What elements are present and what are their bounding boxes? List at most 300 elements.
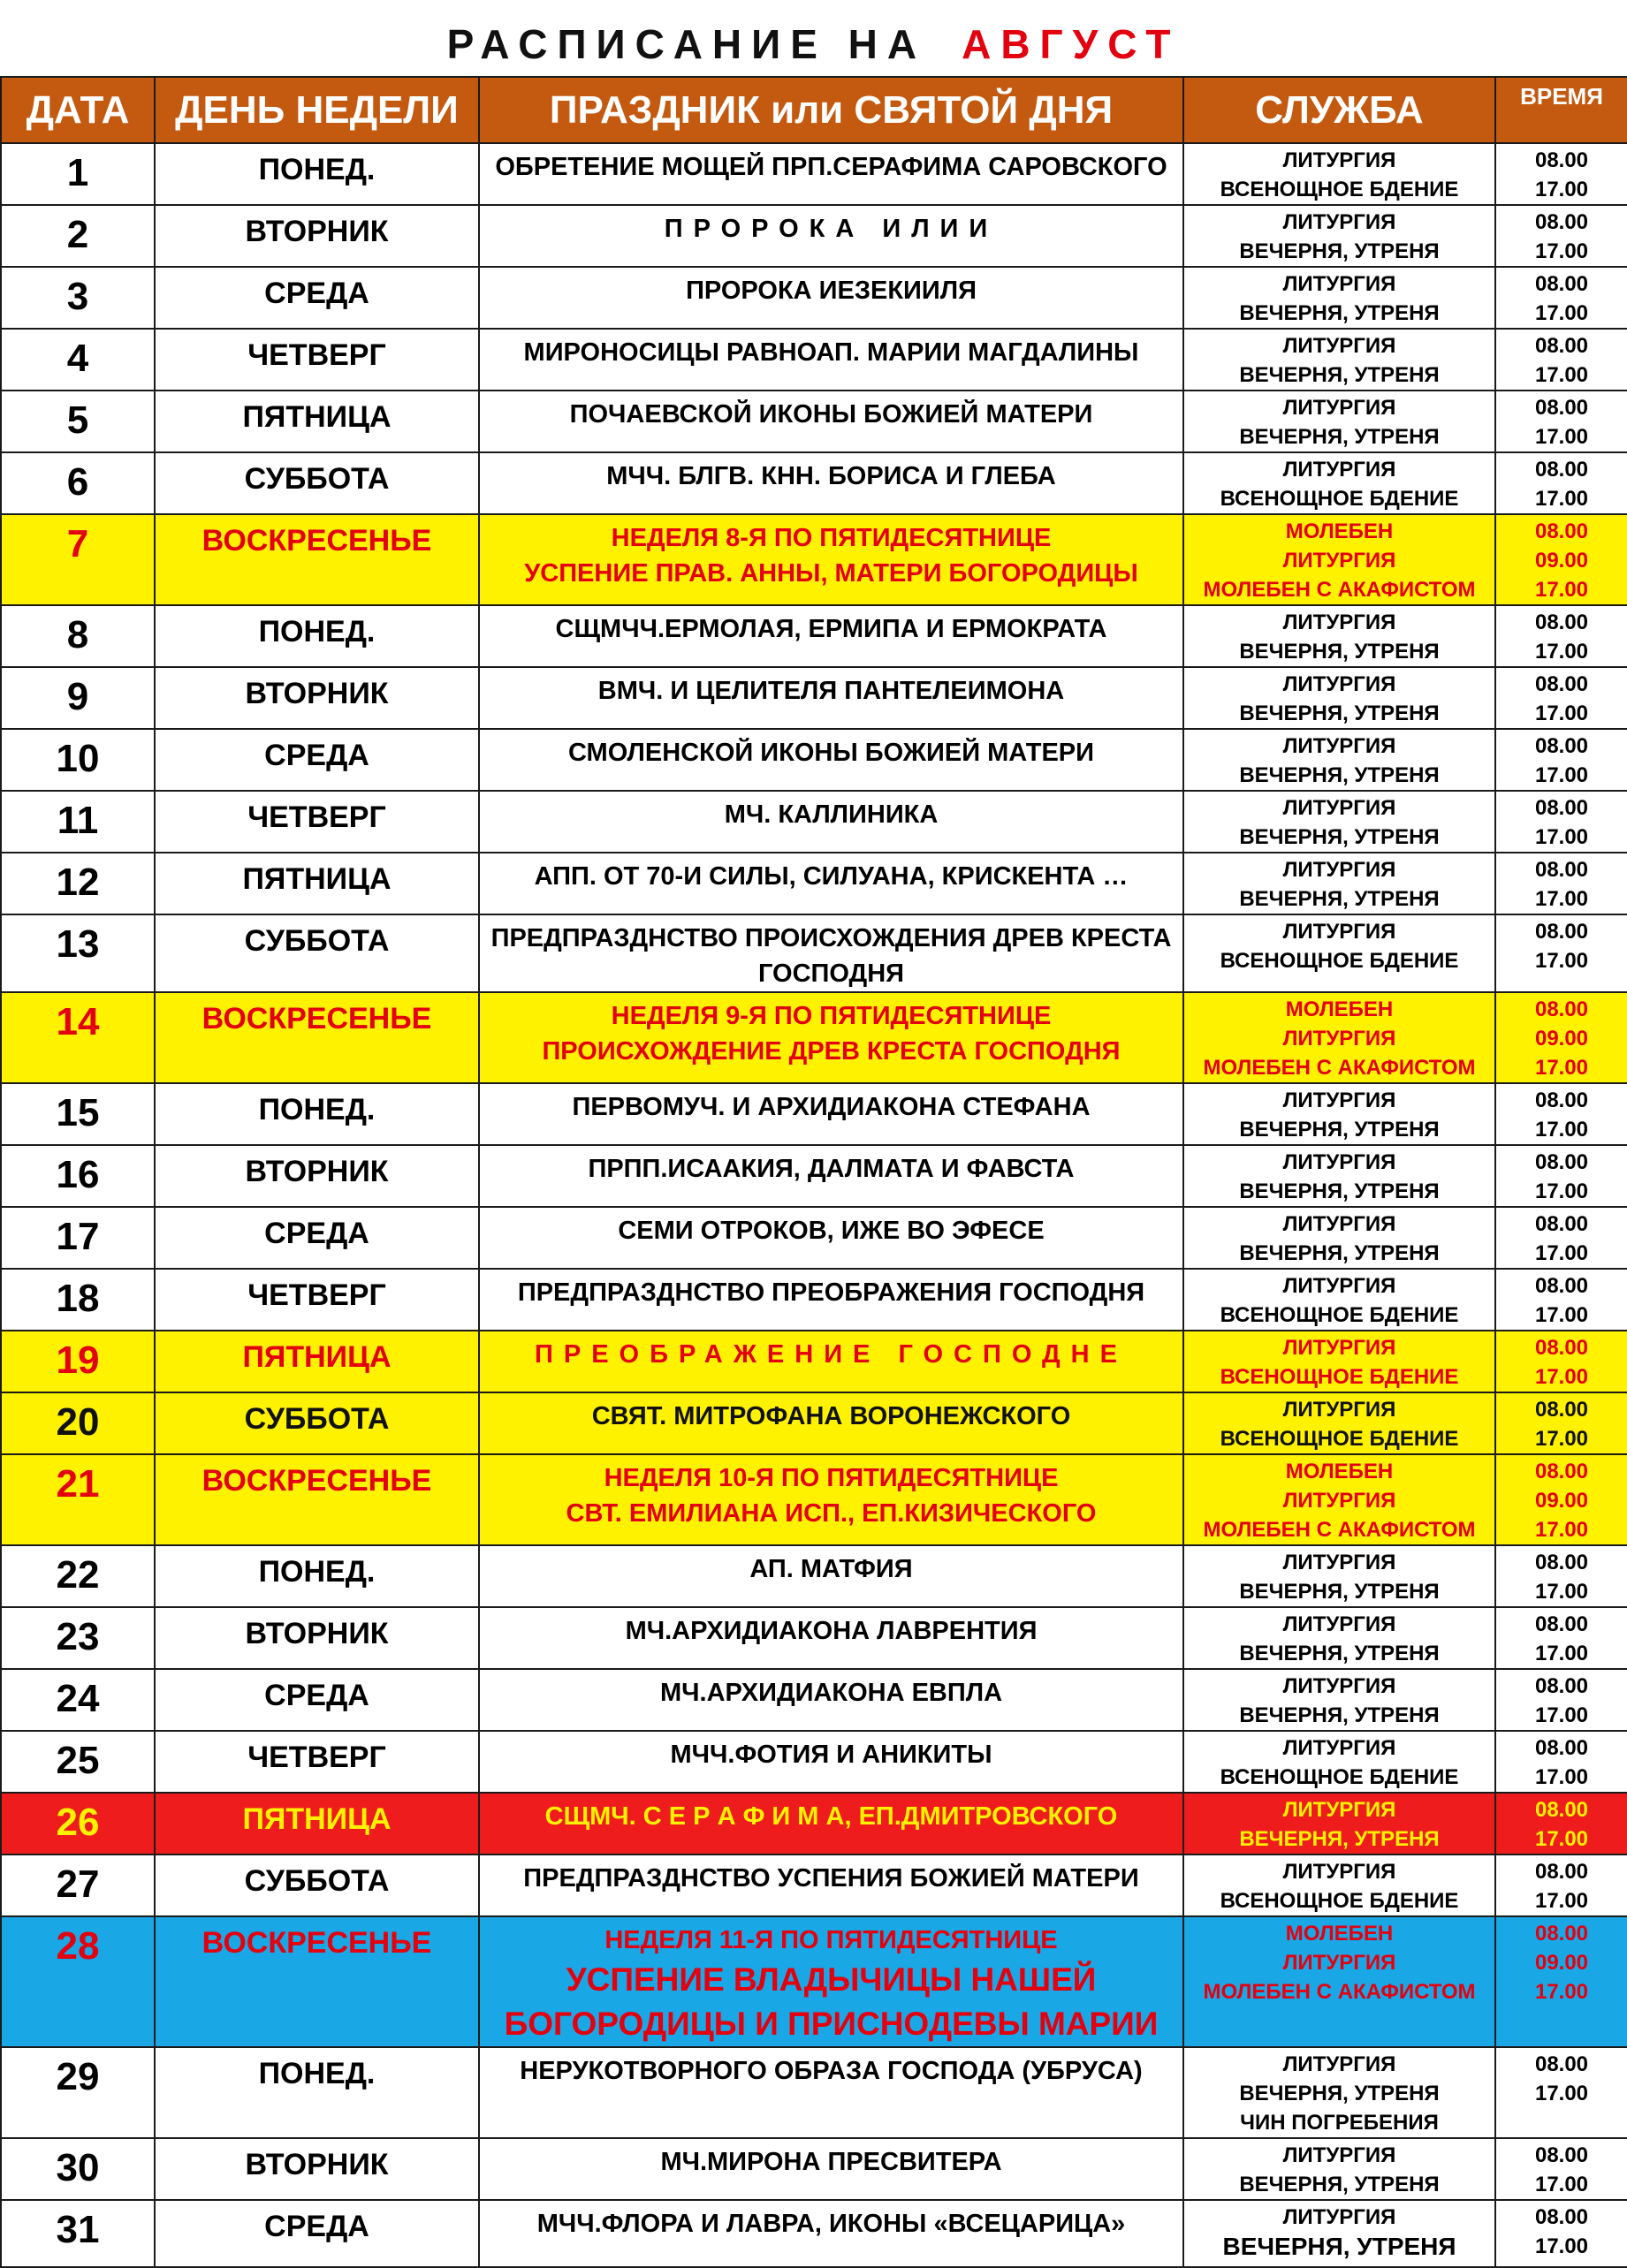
time-line: 08.00 bbox=[1534, 1150, 1589, 1174]
holiday-line: СЕМИ ОТРОКОВ, ИЖЕ ВО ЭФЕСЕ bbox=[618, 1217, 1045, 1245]
time-line: 17.00 bbox=[1534, 1980, 1589, 2004]
time-line: 17.00 bbox=[1534, 1765, 1589, 1789]
time-cell bbox=[1495, 1793, 1627, 1855]
day-cell: СРЕДА bbox=[155, 1669, 479, 1731]
time-cell bbox=[1495, 391, 1627, 452]
service-cell bbox=[1183, 1269, 1495, 1331]
time-cell bbox=[1495, 605, 1627, 667]
service-cell bbox=[1183, 914, 1495, 992]
time-line: 17.00 bbox=[1534, 887, 1589, 911]
service-line: ЛИТУРГИЯ bbox=[1282, 396, 1396, 420]
time-cell bbox=[1495, 2047, 1627, 2138]
service-line: ЛИТУРГИЯ bbox=[1282, 1088, 1396, 1112]
time-line: 17.00 bbox=[1534, 1889, 1589, 1913]
holiday-line: ПРОИСХОЖДЕНИЕ ДРЕВ КРЕСТА ГОСПОДНЯ bbox=[542, 1037, 1121, 1066]
holiday-line: СМОЛЕНСКОЙ ИКОНЫ БОЖИЕЙ МАТЕРИ bbox=[568, 739, 1094, 767]
holiday-cell bbox=[479, 205, 1183, 267]
service-line: ЛИТУРГИЯ bbox=[1282, 672, 1396, 696]
service-line: ВЕЧЕРНЯ, УТРЕНЯ bbox=[1239, 1580, 1440, 1604]
service-line: ЛИТУРГИЯ bbox=[1282, 272, 1396, 296]
holiday-cell bbox=[479, 2200, 1183, 2267]
table-row bbox=[1, 1454, 1627, 1545]
service-line: ВЕЧЕРНЯ, УТРЕНЯ bbox=[1239, 2173, 1440, 2196]
service-line: ЛИТУРГИЯ bbox=[1282, 1736, 1396, 1760]
service-line: ЛИТУРГИЯ bbox=[1282, 734, 1396, 758]
holiday-line: МЧ.МИРОНА ПРЕСВИТЕРА bbox=[660, 2148, 1002, 2176]
holiday-line: ВМЧ. И ЦЕЛИТЕЛЯ ПАНТЕЛЕИМОНА bbox=[597, 677, 1065, 705]
day-cell: ПЯТНИЦА bbox=[155, 1793, 479, 1855]
holiday-cell bbox=[479, 729, 1183, 791]
date-cell: 5 bbox=[1, 391, 155, 452]
time-line: 08.00 bbox=[1534, 734, 1589, 758]
day-cell: ЧЕТВЕРГ bbox=[155, 1731, 479, 1793]
service-line: ЛИТУРГИЯ bbox=[1282, 148, 1396, 172]
time-cell bbox=[1495, 514, 1627, 605]
table-row bbox=[1, 452, 1627, 514]
time-line: 17.00 bbox=[1534, 239, 1589, 263]
time-line: 17.00 bbox=[1534, 178, 1589, 201]
service-cell bbox=[1183, 1392, 1495, 1454]
day-cell: ВОСКРЕСЕНЬЕ bbox=[155, 992, 479, 1083]
day-cell: ПОНЕД. bbox=[155, 2047, 479, 2138]
time-line: 08.00 bbox=[1534, 2052, 1589, 2076]
date-cell: 18 bbox=[1, 1269, 155, 1331]
service-cell bbox=[1183, 1207, 1495, 1269]
holiday-cell bbox=[479, 2138, 1183, 2200]
date-cell: 8 bbox=[1, 605, 155, 667]
time-line: 08.00 bbox=[1534, 1674, 1589, 1698]
table-row bbox=[1, 1545, 1627, 1607]
holiday-line: НЕДЕЛЯ 11-Я ПО ПЯТИДЕСЯТНИЦЕ bbox=[604, 1926, 1058, 1954]
table-row bbox=[1, 791, 1627, 853]
time-line: 09.00 bbox=[1534, 1027, 1589, 1051]
service-cell bbox=[1183, 1145, 1495, 1207]
table-row bbox=[1, 1269, 1627, 1331]
service-line: ЛИТУРГИЯ bbox=[1282, 334, 1396, 358]
time-line: 08.00 bbox=[1534, 210, 1589, 234]
day-cell: ВТОРНИК bbox=[155, 2138, 479, 2200]
time-cell bbox=[1495, 1145, 1627, 1207]
holiday-cell bbox=[479, 514, 1183, 605]
holiday-line: НЕДЕЛЯ 10-Я ПО ПЯТИДЕСЯТНИЦЕ bbox=[604, 1464, 1059, 1492]
service-cell bbox=[1183, 1731, 1495, 1793]
day-cell: ВТОРНИК bbox=[155, 1145, 479, 1207]
service-line: ВЕЧЕРНЯ, УТРЕНЯ bbox=[1239, 887, 1440, 911]
service-cell bbox=[1183, 391, 1495, 452]
day-cell: ВТОРНИК bbox=[155, 1607, 479, 1669]
service-cell bbox=[1183, 2138, 1495, 2200]
header-time: ВРЕМЯ bbox=[1495, 77, 1627, 143]
service-cell bbox=[1183, 1454, 1495, 1545]
time-line: 17.00 bbox=[1534, 1056, 1589, 1080]
holiday-line: ПРЕДПРАЗДНСТВО ПРЕОБРАЖЕНИЯ ГОСПОДНЯ bbox=[517, 1278, 1145, 1307]
service-line: ЛИТУРГИЯ bbox=[1282, 2143, 1396, 2167]
holiday-cell bbox=[479, 791, 1183, 853]
holiday-cell bbox=[479, 1269, 1183, 1331]
service-line: ВЕЧЕРНЯ, УТРЕНЯ bbox=[1239, 239, 1440, 263]
time-line: 17.00 bbox=[1534, 1180, 1589, 1203]
service-cell bbox=[1183, 1669, 1495, 1731]
day-cell: ПЯТНИЦА bbox=[155, 853, 479, 914]
time-line: 08.00 bbox=[1534, 396, 1589, 420]
service-line: ЛИТУРГИЯ bbox=[1282, 1551, 1396, 1574]
service-line: ЛИТУРГИЯ bbox=[1282, 1150, 1396, 1174]
date-cell: 22 bbox=[1, 1545, 155, 1607]
time-cell bbox=[1495, 791, 1627, 853]
holiday-line: МЧЧ.ФЛОРА И ЛАВРА, ИКОНЫ «ВСЕЦАРИЦА» bbox=[536, 2210, 1126, 2238]
time-line: 08.00 bbox=[1534, 334, 1589, 358]
service-line: МОЛЕБЕН С АКАФИСТОМ bbox=[1203, 1980, 1476, 2004]
time-line: 17.00 bbox=[1534, 1241, 1589, 1265]
time-line: 08.00 bbox=[1534, 1922, 1589, 1946]
service-line: ВСЕНОЩНОЕ БДЕНИЕ bbox=[1220, 1765, 1459, 1789]
day-cell: ВОСКРЕСЕНЬЕ bbox=[155, 1454, 479, 1545]
service-line: ВСЕНОЩНОЕ БДЕНИЕ bbox=[1220, 1365, 1459, 1389]
service-cell bbox=[1183, 729, 1495, 791]
time-line: 08.00 bbox=[1534, 611, 1589, 634]
time-line: 08.00 bbox=[1534, 997, 1589, 1021]
time-line: 17.00 bbox=[1534, 640, 1589, 664]
service-line: МОЛЕБЕН С АКАФИСТОМ bbox=[1203, 578, 1476, 602]
service-line: ЛИТУРГИЯ bbox=[1282, 1212, 1396, 1236]
time-line: 08.00 bbox=[1534, 1551, 1589, 1574]
table-row bbox=[1, 1207, 1627, 1269]
service-line: ВЕЧЕРНЯ, УТРЕНЯ bbox=[1239, 301, 1440, 325]
time-cell bbox=[1495, 1545, 1627, 1607]
table-row bbox=[1, 1607, 1627, 1669]
table-row bbox=[1, 914, 1627, 992]
date-cell: 26 bbox=[1, 1793, 155, 1855]
table-row bbox=[1, 2138, 1627, 2200]
service-cell bbox=[1183, 1083, 1495, 1145]
time-cell bbox=[1495, 853, 1627, 914]
service-line: ЛИТУРГИЯ bbox=[1282, 1027, 1396, 1051]
service-cell bbox=[1183, 267, 1495, 329]
header-service: СЛУЖБА bbox=[1183, 77, 1495, 143]
holiday-cell bbox=[479, 452, 1183, 514]
day-cell: ВТОРНИК bbox=[155, 205, 479, 267]
date-cell: 19 bbox=[1, 1331, 155, 1392]
time-cell bbox=[1495, 329, 1627, 391]
time-cell bbox=[1495, 1454, 1627, 1545]
time-line: 17.00 bbox=[1534, 1518, 1589, 1542]
time-line: 17.00 bbox=[1534, 1427, 1589, 1451]
holiday-cell bbox=[479, 914, 1183, 992]
holiday-cell bbox=[479, 992, 1183, 1083]
table-row bbox=[1, 667, 1627, 729]
service-line: ЧИН ПОГРЕБЕНИЯ bbox=[1240, 2111, 1439, 2135]
service-cell bbox=[1183, 514, 1495, 605]
day-cell: СУББОТА bbox=[155, 1392, 479, 1454]
time-line: 08.00 bbox=[1534, 1336, 1589, 1360]
holiday-line: АП. МАТФИЯ bbox=[749, 1555, 913, 1583]
date-cell: 23 bbox=[1, 1607, 155, 1669]
time-cell bbox=[1495, 1855, 1627, 1916]
time-cell bbox=[1495, 143, 1627, 205]
table-row bbox=[1, 514, 1627, 605]
service-cell bbox=[1183, 2200, 1495, 2267]
holiday-line: МЧ. КАЛЛИНИКА bbox=[724, 800, 939, 829]
service-cell bbox=[1183, 329, 1495, 391]
schedule-body bbox=[1, 143, 1627, 2267]
holiday-line: ПРОРОКА ИЕЗЕКИИЛЯ bbox=[686, 277, 977, 305]
table-row bbox=[1, 853, 1627, 914]
holiday-cell bbox=[479, 2047, 1183, 2138]
holiday-cell bbox=[479, 853, 1183, 914]
service-line: ЛИТУРГИЯ bbox=[1282, 210, 1396, 234]
holiday-cell bbox=[479, 605, 1183, 667]
table-row bbox=[1, 143, 1627, 205]
service-cell bbox=[1183, 667, 1495, 729]
holiday-cell bbox=[479, 1145, 1183, 1207]
service-line: МОЛЕБЕН bbox=[1285, 520, 1394, 543]
time-line: 08.00 bbox=[1534, 1736, 1589, 1760]
holiday-line: МИРОНОСИЦЫ РАВНОАП. МАРИИ МАГДАЛИНЫ bbox=[523, 338, 1139, 367]
time-line: 17.00 bbox=[1534, 763, 1589, 787]
table-row bbox=[1, 267, 1627, 329]
time-line: 17.00 bbox=[1534, 949, 1589, 973]
date-cell: 1 bbox=[1, 143, 155, 205]
time-cell bbox=[1495, 667, 1627, 729]
day-cell: СУББОТА bbox=[155, 914, 479, 992]
holiday-line: МЧ.АРХИДИАКОНА ЛАВРЕНТИЯ bbox=[625, 1617, 1038, 1645]
time-line: 17.00 bbox=[1534, 1580, 1589, 1604]
time-line: 08.00 bbox=[1534, 1398, 1589, 1422]
holiday-cell bbox=[479, 1545, 1183, 1607]
time-line: 08.00 bbox=[1534, 148, 1589, 172]
holiday-line: УСПЕНИЕ ВЛАДЫЧИЦЫ НАШЕЙ bbox=[566, 1961, 1097, 1998]
date-cell: 15 bbox=[1, 1083, 155, 1145]
holiday-line: БОГОРОДИЦЫ И ПРИСНОДЕВЫ МАРИИ bbox=[504, 2006, 1159, 2042]
holiday-cell bbox=[479, 1454, 1183, 1545]
time-cell bbox=[1495, 1669, 1627, 1731]
service-line: ЛИТУРГИЯ bbox=[1282, 1798, 1396, 1822]
time-line: 17.00 bbox=[1534, 2234, 1589, 2258]
date-cell: 6 bbox=[1, 452, 155, 514]
service-line: ЛИТУРГИЯ bbox=[1282, 1274, 1396, 1298]
time-line: 08.00 bbox=[1534, 272, 1589, 296]
page-title bbox=[0, 0, 1627, 76]
date-cell: 4 bbox=[1, 329, 155, 391]
holiday-line: ПОЧАЕВСКОЙ ИКОНЫ БОЖИЕЙ МАТЕРИ bbox=[569, 400, 1093, 429]
time-line: 17.00 bbox=[1534, 1303, 1589, 1327]
holiday-line: УСПЕНИЕ ПРАВ. АННЫ, МАТЕРИ БОГОРОДИЦЫ bbox=[524, 559, 1138, 588]
service-cell bbox=[1183, 853, 1495, 914]
holiday-line: СЩМЧЧ.ЕРМОЛАЯ, ЕРМИПА И ЕРМОКРАТА bbox=[555, 615, 1107, 643]
day-cell: ПОНЕД. bbox=[155, 143, 479, 205]
table-row bbox=[1, 1331, 1627, 1392]
time-line: 08.00 bbox=[1534, 1460, 1589, 1483]
table-row bbox=[1, 1083, 1627, 1145]
service-line: ВСЕНОЩНОЕ БДЕНИЕ bbox=[1220, 1889, 1459, 1913]
holiday-cell bbox=[479, 1083, 1183, 1145]
time-line: 08.00 bbox=[1534, 458, 1589, 482]
date-cell: 13 bbox=[1, 914, 155, 992]
service-line: ВЕЧЕРНЯ, УТРЕНЯ bbox=[1239, 363, 1440, 387]
time-line: 09.00 bbox=[1534, 1951, 1589, 1975]
day-cell: СРЕДА bbox=[155, 729, 479, 791]
day-cell: ПОНЕД. bbox=[155, 1545, 479, 1607]
time-cell bbox=[1495, 729, 1627, 791]
service-line: ВЕЧЕРНЯ, УТРЕНЯ bbox=[1239, 1642, 1440, 1665]
date-cell: 10 bbox=[1, 729, 155, 791]
date-cell: 7 bbox=[1, 514, 155, 605]
time-line: 08.00 bbox=[1534, 2143, 1589, 2167]
date-cell: 16 bbox=[1, 1145, 155, 1207]
holiday-cell bbox=[479, 1793, 1183, 1855]
date-cell: 11 bbox=[1, 791, 155, 853]
day-cell: СРЕДА bbox=[155, 267, 479, 329]
service-line: ВСЕНОЩНОЕ БДЕНИЕ bbox=[1220, 1427, 1459, 1451]
time-line: 17.00 bbox=[1534, 1827, 1589, 1851]
service-line: ЛИТУРГИЯ bbox=[1282, 1951, 1396, 1975]
time-line: 17.00 bbox=[1534, 1118, 1589, 1142]
day-cell: ВТОРНИК bbox=[155, 667, 479, 729]
holiday-line: МЧЧ.ФОТИЯ И АНИКИТЫ bbox=[670, 1741, 992, 1769]
header-date: ДАТА bbox=[1, 77, 155, 143]
service-line: ЛИТУРГИЯ bbox=[1282, 458, 1396, 482]
time-line: 08.00 bbox=[1534, 920, 1589, 944]
title-prefix: РАСПИСАНИЕ НА bbox=[446, 21, 927, 67]
holiday-cell bbox=[479, 667, 1183, 729]
holiday-line: ПРОРОКА ИЛИИ bbox=[664, 215, 999, 243]
table-row bbox=[1, 1855, 1627, 1916]
table-row bbox=[1, 1793, 1627, 1855]
service-line: ЛИТУРГИЯ bbox=[1282, 1336, 1396, 1360]
time-cell bbox=[1495, 1083, 1627, 1145]
service-cell bbox=[1183, 1793, 1495, 1855]
holiday-cell bbox=[479, 1855, 1183, 1916]
service-line: ВЕЧЕРНЯ, УТРЕНЯ bbox=[1239, 1241, 1440, 1265]
holiday-line: НЕДЕЛЯ 9-Я ПО ПЯТИДЕСЯТНИЦЕ bbox=[611, 1002, 1052, 1030]
time-cell bbox=[1495, 1916, 1627, 2047]
date-cell: 21 bbox=[1, 1454, 155, 1545]
holiday-line: ПЕРВОМУЧ. И АРХИДИАКОНА СТЕФАНА bbox=[572, 1093, 1091, 1121]
holiday-cell bbox=[479, 1331, 1183, 1392]
service-cell bbox=[1183, 1545, 1495, 1607]
service-cell bbox=[1183, 452, 1495, 514]
time-line: 08.00 bbox=[1534, 1798, 1589, 1822]
holiday-cell bbox=[479, 1731, 1183, 1793]
date-cell: 2 bbox=[1, 205, 155, 267]
service-line: ВЕЧЕРНЯ, УТРЕНЯ bbox=[1222, 2233, 1456, 2260]
time-cell bbox=[1495, 1731, 1627, 1793]
holiday-cell bbox=[479, 329, 1183, 391]
date-cell: 27 bbox=[1, 1855, 155, 1916]
service-cell bbox=[1183, 1855, 1495, 1916]
table-row bbox=[1, 391, 1627, 452]
holiday-line: АПП. ОТ 70-И СИЛЫ, СИЛУАНА, КРИСКЕНТА … bbox=[534, 862, 1129, 891]
day-cell: ВОСКРЕСЕНЬЕ bbox=[155, 1916, 479, 2047]
time-line: 09.00 bbox=[1534, 1489, 1589, 1513]
holiday-cell bbox=[479, 1669, 1183, 1731]
holiday-line: СВТ. ЕМИЛИАНА ИСП., ЕП.КИЗИЧЕСКОГО bbox=[566, 1499, 1097, 1528]
header-holiday: ПРАЗДНИК или СВЯТОЙ ДНЯ bbox=[479, 77, 1183, 143]
date-cell: 30 bbox=[1, 2138, 155, 2200]
day-cell: СУББОТА bbox=[155, 1855, 479, 1916]
service-cell bbox=[1183, 1916, 1495, 2047]
time-cell bbox=[1495, 1207, 1627, 1269]
time-line: 17.00 bbox=[1534, 825, 1589, 849]
date-cell: 29 bbox=[1, 2047, 155, 2138]
time-line: 08.00 bbox=[1534, 1612, 1589, 1636]
day-cell: СРЕДА bbox=[155, 1207, 479, 1269]
time-cell bbox=[1495, 267, 1627, 329]
date-cell: 14 bbox=[1, 992, 155, 1083]
table-row bbox=[1, 1669, 1627, 1731]
day-cell: ЧЕТВЕРГ bbox=[155, 1269, 479, 1331]
holiday-cell bbox=[479, 143, 1183, 205]
holiday-line: ОБРЕТЕНИЕ МОЩЕЙ ПРП.СЕРАФИМА САРОВСКОГО bbox=[495, 153, 1167, 181]
day-cell: ПОНЕД. bbox=[155, 605, 479, 667]
date-cell: 12 bbox=[1, 853, 155, 914]
holiday-cell bbox=[479, 391, 1183, 452]
time-line: 08.00 bbox=[1534, 1860, 1589, 1884]
time-line: 17.00 bbox=[1534, 1703, 1589, 1727]
service-cell bbox=[1183, 992, 1495, 1083]
service-cell bbox=[1183, 791, 1495, 853]
holiday-line: МЧЧ. БЛГВ. КНН. БОРИСА И ГЛЕБА bbox=[606, 462, 1056, 490]
holiday-line: НЕРУКОТВОРНОГО ОБРАЗА ГОСПОДА (УБРУСА) bbox=[520, 2057, 1143, 2085]
time-line: 08.00 bbox=[1534, 672, 1589, 696]
time-line: 17.00 bbox=[1534, 425, 1589, 449]
service-line: ЛИТУРГИЯ bbox=[1282, 796, 1396, 820]
holiday-line: ПРПП.ИСААКИЯ, ДАЛМАТА И ФАВСТА bbox=[588, 1155, 1075, 1183]
time-line: 17.00 bbox=[1534, 487, 1589, 511]
table-row bbox=[1, 205, 1627, 267]
service-line: ЛИТУРГИЯ bbox=[1282, 2052, 1396, 2076]
holiday-cell bbox=[479, 267, 1183, 329]
time-line: 08.00 bbox=[1534, 520, 1589, 543]
time-line: 08.00 bbox=[1534, 858, 1589, 882]
time-line: 17.00 bbox=[1534, 2173, 1589, 2196]
holiday-line: МЧ.АРХИДИАКОНА ЕВПЛА bbox=[659, 1679, 1003, 1707]
service-line: ВСЕНОЩНОЕ БДЕНИЕ bbox=[1220, 1303, 1459, 1327]
date-cell: 3 bbox=[1, 267, 155, 329]
service-line: ЛИТУРГИЯ bbox=[1282, 1674, 1396, 1698]
time-line: 08.00 bbox=[1534, 1212, 1589, 1236]
service-line: ЛИТУРГИЯ bbox=[1282, 1612, 1396, 1636]
day-cell: ПЯТНИЦА bbox=[155, 391, 479, 452]
time-cell bbox=[1495, 452, 1627, 514]
table-row bbox=[1, 992, 1627, 1083]
table-row bbox=[1, 1916, 1627, 2047]
date-cell: 17 bbox=[1, 1207, 155, 1269]
service-line: ВЕЧЕРНЯ, УТРЕНЯ bbox=[1239, 425, 1440, 449]
service-line: ЛИТУРГИЯ bbox=[1282, 2205, 1396, 2229]
service-line: ВЕЧЕРНЯ, УТРЕНЯ bbox=[1239, 2082, 1440, 2105]
service-line: ВСЕНОЩНОЕ БДЕНИЕ bbox=[1220, 178, 1459, 201]
holiday-line: ПРЕДПРАЗДНСТВО УСПЕНИЯ БОЖИЕЙ МАТЕРИ bbox=[523, 1864, 1139, 1893]
service-cell bbox=[1183, 1607, 1495, 1669]
header-row bbox=[1, 77, 1627, 143]
service-line: МОЛЕБЕН С АКАФИСТОМ bbox=[1203, 1056, 1476, 1080]
time-line: 17.00 bbox=[1534, 301, 1589, 325]
service-line: ЛИТУРГИЯ bbox=[1282, 858, 1396, 882]
time-cell bbox=[1495, 1392, 1627, 1454]
time-cell bbox=[1495, 992, 1627, 1083]
date-cell: 25 bbox=[1, 1731, 155, 1793]
time-line: 17.00 bbox=[1534, 1365, 1589, 1389]
time-line: 08.00 bbox=[1534, 1088, 1589, 1112]
service-cell bbox=[1183, 2047, 1495, 2138]
service-line: ЛИТУРГИЯ bbox=[1282, 1398, 1396, 1422]
holiday-line: ПРЕДПРАЗДНСТВО ПРОИСХОЖДЕНИЯ ДРЕВ КРЕСТА ГОСПОДНЯ bbox=[490, 924, 1172, 988]
time-line: 17.00 bbox=[1534, 363, 1589, 387]
service-line: ВЕЧЕРНЯ, УТРЕНЯ bbox=[1239, 1118, 1440, 1142]
table-row bbox=[1, 605, 1627, 667]
day-cell: СРЕДА bbox=[155, 2200, 479, 2267]
